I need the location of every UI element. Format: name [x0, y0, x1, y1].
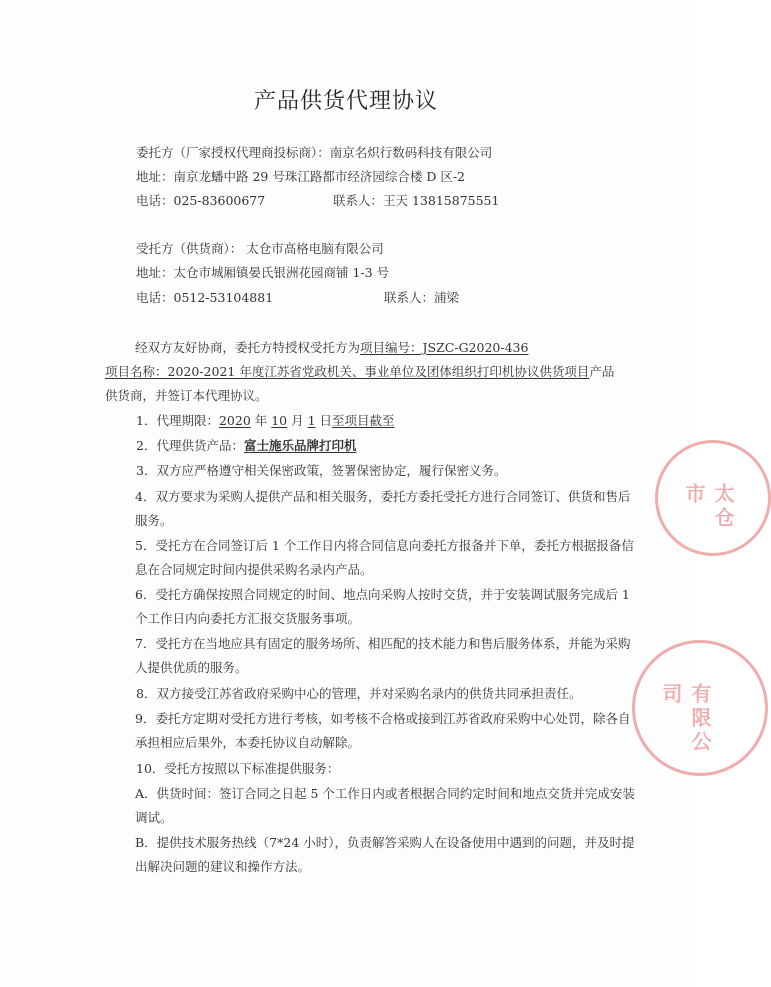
clause-6: 6．受托方确保按照合同规定的时间、地点向采购人按时交货，并于安装调试服务完成后 1 个工作日内向委托方汇报交货服务事项。 [135, 587, 630, 626]
project-name: 项目名称：2020-2021 年度江苏省党政机关、事业单位及团体组织打印机协议供货项目 [105, 364, 590, 379]
principal-contact: 联系人：王天 13815875551 [333, 193, 500, 208]
clause-1 [136, 412, 395, 430]
clause-1-mid3: 日 [315, 413, 333, 428]
clause-8: 8．双方接受江苏省政府采购中心的管理，并对采购名录内的供货共同承担责任。 [136, 686, 582, 701]
document-title: 产品供货代理协议 [253, 89, 438, 114]
clause-3: 3．双方应严格遵守相关保密政策，签署保密协定，履行保密义务。 [136, 463, 507, 478]
intro-prefix: 经双方友好协商，委托方特授权受托方为 [135, 340, 361, 355]
clause-7: 7．受托方在当地应具有固定的服务场所、相匹配的技术能力和售后服务体系，并能为采购人提供优质的服务。 [135, 636, 631, 675]
clause-1-year: 2020 [218, 413, 251, 428]
project-number: 项目编号：JSZC-G2020-436 [360, 340, 529, 355]
clause-4: 4．双方要求为采购人提供产品和相关服务，委托方委托受托方进行合同签订、供货和售后服务。 [135, 489, 631, 528]
clause-1-day: 1 [307, 413, 316, 428]
company-seal-upper: 太仓市 [655, 440, 771, 556]
intro-paragraph [105, 336, 635, 408]
clause-9: 9．委托方定期对受托方进行考核，如考核不合格或接到江苏省政府采购中心处罚，除各自承担相应后果外，本委托协议自动解除。 [135, 711, 631, 750]
intro-suffix-2: 供货商，并签订本代理协议。 [105, 388, 268, 403]
clause-2 [136, 437, 356, 455]
clause-2-prefix: 2．代理供货产品： [136, 438, 244, 453]
agent-contact: 联系人：浦梁 [384, 290, 460, 305]
clause-2-product: 富士施乐品牌打印机 [243, 438, 357, 453]
principal-name: 委托方（厂家授权代理商投标商）：南京名炽行数码科技有限公司 [136, 145, 493, 160]
agent-phone: 电话：0512-53104881 [136, 290, 274, 305]
clause-5: 5．受托方在合同签订后 1 个工作日内将合同信息向委托方报备并下单，委托方根据报备信息在合同规定时间内提供采购名录内产品。 [135, 538, 634, 577]
intro-suffix-1: 产品 [589, 364, 615, 379]
clause-1-mid1: 年 [250, 413, 272, 428]
clause-b: B．提供技术服务热线（7*24 小时），负责解答采购人在设备使用中遇到的问题，并及时提出解决问题的建议和操作方法。 [135, 835, 635, 874]
clause-10: 10．受托方按照以下标准提供服务： [136, 761, 340, 776]
clause-1-end: 至项目截至 [332, 413, 395, 428]
agent-address: 地址：太仓市城厢镇晏氏银洲花园商铺 1-3 号 [136, 265, 390, 280]
company-seal-lower: 有限公司 [632, 640, 768, 776]
clause-1-month: 10 [271, 413, 288, 428]
agent-name: 受托方（供货商）： 太仓市高格电脑有限公司 [136, 241, 384, 256]
principal-address: 地址：南京龙蟠中路 29 号珠江路都市经济园综合楼 D 区-2 [136, 169, 465, 184]
clause-a: A．供货时间：签订合同之日起 5 个工作日内或者根据合同约定时间和地点交货并完成安装调试。 [135, 786, 635, 825]
clause-1-prefix: 1．代理期限： [136, 413, 219, 428]
principal-phone: 电话：025-83600677 [136, 193, 266, 208]
clause-1-mid2: 月 [287, 413, 308, 428]
